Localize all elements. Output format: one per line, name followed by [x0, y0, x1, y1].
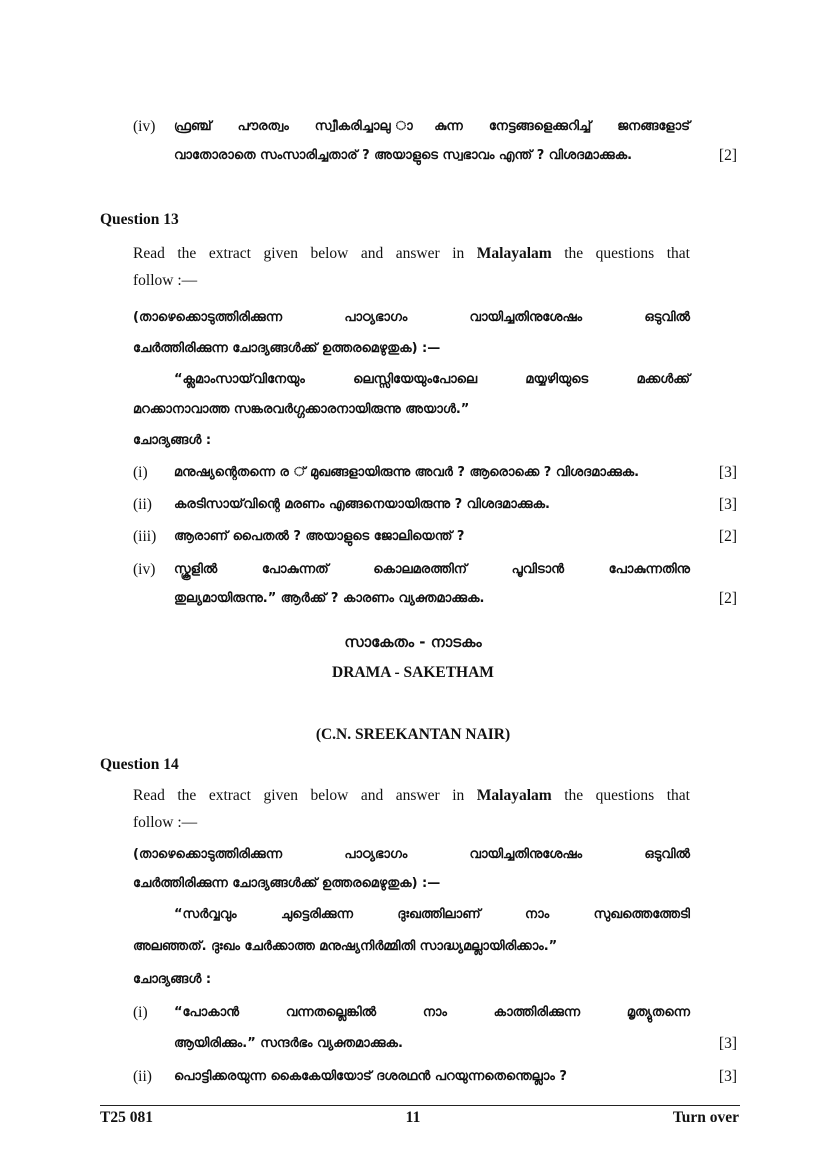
q14-ii-text: പൊട്ടിക്കരയുന്ന കൈകേയിയോട് ദശരഥൻ പറയുന്നതെന്തെല്ലാം ?: [174, 1069, 567, 1084]
q14-instruction: [133, 786, 690, 806]
q14-ii-number: (ii): [133, 1068, 152, 1085]
footer-page-number: 11: [405, 1109, 421, 1126]
q13-instruction-language: Malayalam: [476, 245, 552, 262]
drama-author: (C.N. SREEKANTAN NAIR): [315, 726, 511, 743]
q14-ml-instruction-line2: ചേർത്തിരിക്കുന്ന ചോദ്യങ്ങൾക്ക് ഉത്തരമെഴുതുക) :—: [133, 876, 441, 891]
q13-ml-instruction-line1: (താഴെക്കൊടുത്തിരിക്കുന്ന പാഠ്യഭാഗം വായിച്ചതിനുശേഷം ഒടുവിൽ: [133, 310, 690, 325]
drama-title: DRAMA - SAKETHAM: [332, 664, 494, 681]
q13-quote-line2: മറക്കാനാവാത്ത സങ്കരവർഗ്ഗക്കാരനായിരുന്നു അയാൾ.”: [133, 402, 470, 417]
q14-questions-label: ചോദ്യങ്ങൾ :: [133, 972, 212, 987]
q14-ml-instruction-line1: (താഴെക്കൊടുത്തിരിക്കുന്ന പാഠ്യഭാഗം വായിച്ചതിനുശേഷം ഒടുവിൽ: [133, 847, 690, 862]
q14-instruction-language: Malayalam: [476, 787, 552, 804]
q14-ii-marks: [3]: [718, 1068, 737, 1085]
drama-ml-title: സാകേതം - നാടകം: [344, 633, 482, 651]
q13-iv-line2: തുല്യമായിരുന്നു.” ആർക്ക് ? കാരണം വ്യക്തമാക്കുക.: [174, 591, 485, 606]
q14-i-marks: [3]: [718, 1035, 737, 1052]
q13-ii-number: (ii): [133, 496, 152, 513]
q13-heading: Question 13: [100, 211, 179, 228]
q14-heading: Question 14: [100, 756, 179, 773]
q14-instruction-post: the questions that: [551, 787, 690, 804]
q13-instruction-pre: Read the extract given below and answer in: [133, 245, 477, 262]
q13-i-marks: [3]: [718, 464, 737, 481]
q14-i-line2: ആയിരിക്കും.” സന്ദർഭം വ്യക്തമാക്കുക.: [174, 1036, 403, 1051]
q14-instruction-pre: Read the extract given below and answer in: [133, 787, 477, 804]
q13-instruction-post: the questions that: [551, 245, 690, 262]
q13-iv-line1: സ്കൂളിൽ പോകുന്നത് കൊലമരത്തിന് പൂവിടാൻ പോകുന്നതിനു: [174, 562, 690, 577]
q13-ii-text: കരടിസായ്‌വിന്റെ മരണം എങ്ങനെയായിരുന്നു ? വിശദമാക്കുക.: [174, 497, 550, 512]
q13-i-number: (i): [133, 464, 148, 481]
q14-quote-line2: അലഞ്ഞത്. ദുഃഖം ചേർക്കാത്ത മനുഷ്യനിർമ്മിതി സാദ്ധ്യമല്ലായിരിക്കാം.”: [133, 939, 558, 954]
q13-quote-line1: “ക്ലമാംസായ്‌വിനേയും ലെസ്സിയേയുംപോലെ മയ്യഴിയുടെ മക്കൾക്ക്: [174, 372, 690, 387]
footer-divider: [100, 1105, 740, 1106]
q13-iii-marks: [2]: [718, 528, 737, 545]
q13-questions-label: ചോദ്യങ്ങൾ :: [133, 433, 212, 448]
q13-iii-text: ആരാണ് പൈതൽ ? അയാളുടെ ജോലിയെന്ത് ?: [174, 529, 465, 544]
q13-ii-marks: [3]: [718, 496, 737, 513]
q14-i-line1: “പോകാൻ വന്നതല്ലെങ്കിൽ നാം കാത്തിരിക്കുന്ന മൃത്യുതന്നെ: [174, 1005, 690, 1020]
q13-i-text: മനുഷ്യന്റെതന്നെ ര ് മുഖങ്ങളായിരുന്നു അവർ ? ആരൊക്കെ ? വിശദമാക്കുക.: [174, 465, 640, 480]
q13-iii-number: (iii): [133, 528, 157, 545]
q13-instruction: [133, 244, 690, 264]
q12-iv-line1: ഫ്രഞ്ച് പൗരത്വം സ്വീകരിച്ചാലു ാകുന്ന നേട്ടങ്ങളെക്കുറിച്ച് ജനങ്ങളോട്: [174, 119, 690, 134]
q12-iv-number: (iv): [133, 118, 156, 135]
footer-turn-over: Turn over: [672, 1109, 739, 1126]
q13-instruction-line2: follow :—: [133, 272, 198, 289]
q14-quote-line1: “സർവ്വവും ചുട്ടെരിക്കുന്ന ദുഃഖത്തിലാണ് നാം സുഖത്തെത്തേടി: [174, 907, 690, 922]
q12-iv-marks: [2]: [718, 147, 737, 164]
q12-iv-line2: വാതോരാതെ സംസാരിച്ചതാര് ? അയാളുടെ സ്വഭാവം എന്ത് ? വിശദമാക്കുക.: [174, 148, 633, 163]
q14-i-number: (i): [133, 1004, 148, 1021]
q13-iv-marks: [2]: [718, 590, 737, 607]
q14-instruction-line2: follow :—: [133, 814, 198, 831]
q13-iv-number: (iv): [133, 561, 156, 578]
footer-paper-code: T25 081: [100, 1109, 153, 1126]
q13-ml-instruction-line2: ചേർത്തിരിക്കുന്ന ചോദ്യങ്ങൾക്ക് ഉത്തരമെഴുതുക) :—: [133, 341, 441, 356]
